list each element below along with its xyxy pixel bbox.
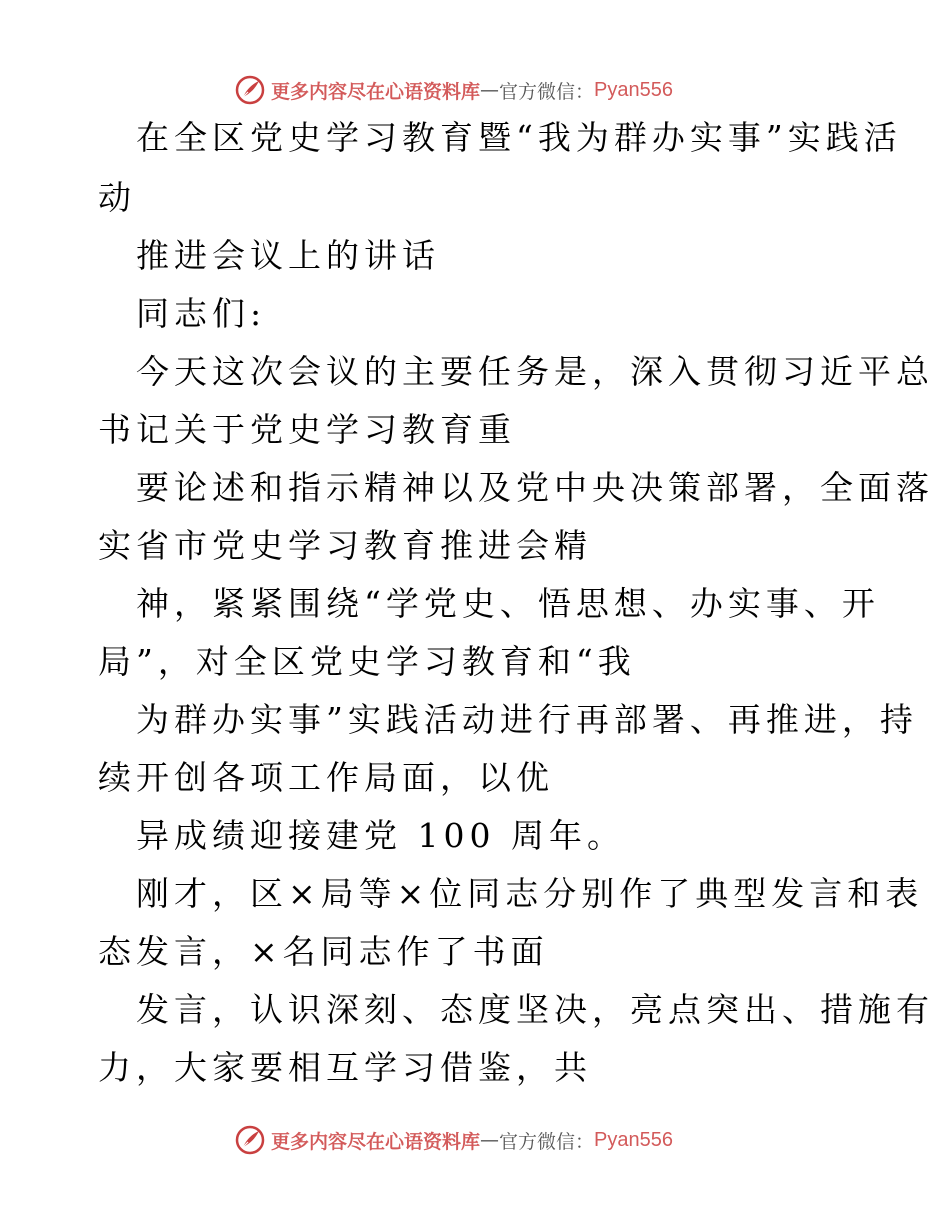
text-line: 态发言，×名同志作了书面 xyxy=(98,932,549,971)
text-line: 力，大家要相互学习借鉴，共 xyxy=(98,1048,592,1087)
watermark-main-text: 更多内容尽在心语资料库 xyxy=(271,1130,481,1153)
footer-watermark xyxy=(235,1123,673,1157)
quill-logo-icon xyxy=(235,75,265,105)
text-line: 在全区党史学习教育暨“我为群办实事”实践活 xyxy=(136,118,902,157)
text-line: 实省市党史学习教育推进会精 xyxy=(98,526,592,565)
text-line: 刚才，区×局等×位同志分别作了典型发言和表 xyxy=(136,874,924,913)
text-line: 续开创各项工作局面，以优 xyxy=(98,758,554,797)
text-line: 为群办实事”实践活动进行再部署、再推进，持 xyxy=(136,700,918,739)
text-line: 同志们: xyxy=(136,294,267,333)
text-line: 异成绩迎接建党 100 周年。 xyxy=(136,816,625,855)
watermark-wechat-id: Pyan556 xyxy=(594,1128,673,1151)
text-line: 要论述和指示精神以及党中央决策部署，全面落 xyxy=(136,468,934,507)
watermark-wechat-id: Pyan556 xyxy=(594,78,673,101)
text-line: 局”，对全区党史学习教育和“我 xyxy=(98,642,636,681)
header-watermark xyxy=(235,73,673,107)
watermark-dash: — xyxy=(480,79,500,101)
watermark-sub-text: 官方微信： xyxy=(499,80,595,103)
quill-logo-icon xyxy=(235,1125,265,1155)
text-line: 书记关于党史学习教育重 xyxy=(98,410,516,449)
text-line: 动 xyxy=(98,178,136,217)
text-line: 推进会议上的讲话 xyxy=(136,236,440,275)
text-line: 神，紧紧围绕“学党史、悟思想、办实事、开 xyxy=(136,584,880,623)
text-line: 今天这次会议的主要任务是，深入贯彻习近平总 xyxy=(136,352,934,391)
watermark-dash: — xyxy=(480,1129,500,1151)
watermark-sub-text: 官方微信： xyxy=(499,1130,595,1153)
text-line: 发言，认识深刻、态度坚决，亮点突出、措施有 xyxy=(136,990,934,1029)
watermark-main-text: 更多内容尽在心语资料库 xyxy=(271,80,481,103)
